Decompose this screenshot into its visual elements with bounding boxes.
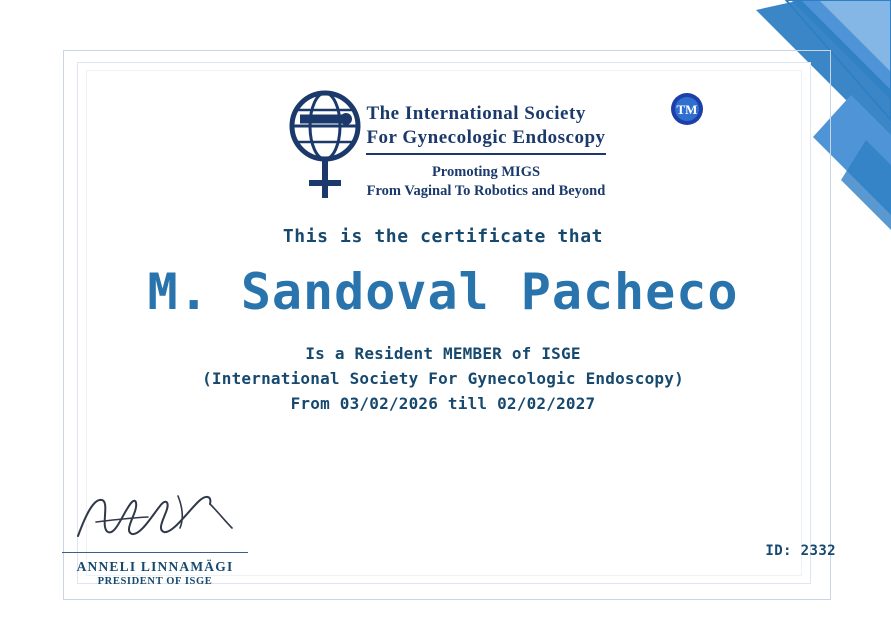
organization-name-block bbox=[366, 86, 605, 201]
certificate-body bbox=[202, 341, 684, 416]
globe-female-symbol-icon bbox=[280, 86, 370, 204]
organization-tagline-line2: From Vaginal To Robotics and Beyond bbox=[366, 183, 606, 199]
intro-text: This is the certificate that bbox=[282, 226, 604, 247]
body-line-membership: Is a Resident MEMBER of ISGE bbox=[305, 344, 581, 363]
signatory-title: PRESIDENT OF ISGE bbox=[97, 576, 213, 587]
body-line-validity: From 03/02/2026 till 02/02/2027 bbox=[290, 394, 596, 413]
organization-name-line2: For Gynecologic Endoscopy bbox=[366, 126, 605, 155]
svg-text:TM: TM bbox=[676, 102, 698, 117]
recipient-name: M. Sandoval Pacheco bbox=[147, 263, 739, 321]
trademark-icon bbox=[670, 92, 704, 126]
certificate-id: ID: 2332 bbox=[765, 543, 836, 559]
signature-rule bbox=[62, 552, 248, 553]
organization-logo bbox=[86, 86, 800, 206]
signature-icon bbox=[60, 488, 250, 546]
organization-name-line1: The International Society bbox=[366, 103, 586, 124]
signature-block bbox=[40, 488, 270, 587]
body-line-organization: (International Society For Gynecologic Endoscopy) bbox=[202, 369, 684, 388]
organization-tagline-line1: Promoting MIGS bbox=[431, 164, 541, 180]
signatory-name: ANNELI LINNAMÄGI bbox=[76, 559, 234, 574]
